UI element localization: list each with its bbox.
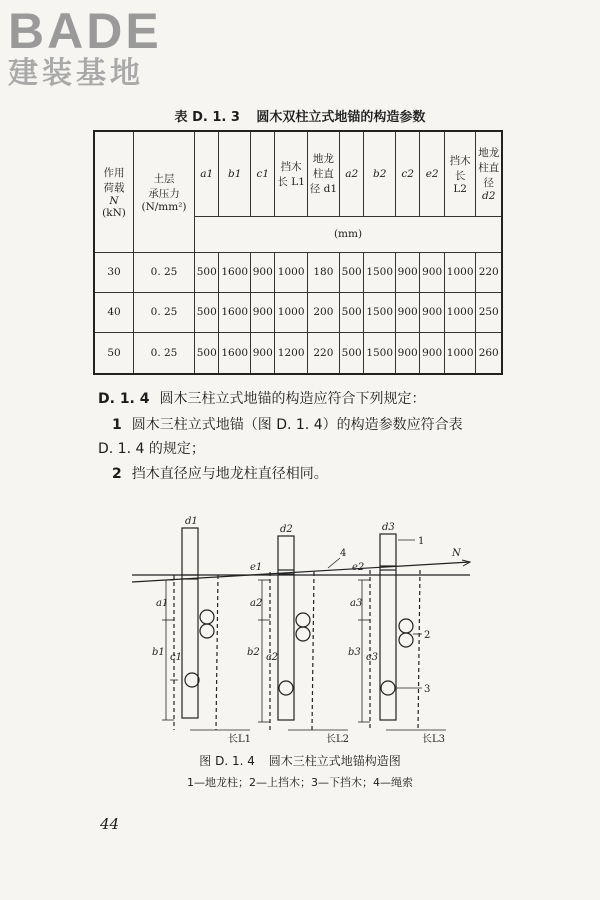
page-number: 44 xyxy=(100,815,120,833)
figure-legend: 1—地龙柱；2—上挡木；3—下挡木；4—绳索 xyxy=(187,776,413,789)
header-c2: c2 xyxy=(395,131,419,216)
label-b2: b2 xyxy=(247,647,260,658)
label-L1: 长L1 xyxy=(228,734,252,745)
section-item-2: 2 挡木直径应与地龙柱直径相同。 xyxy=(112,466,328,482)
header-a1: a1 xyxy=(195,131,219,216)
section-title: 圆木三柱立式地锚的构造应符合下列规定： xyxy=(159,391,426,407)
table-caption-title: 圆木双柱立式地锚的构造参数 xyxy=(256,110,426,125)
label-b1: b1 xyxy=(152,647,165,658)
label-a1: a1 xyxy=(156,598,169,609)
logo-mark: BADE xyxy=(8,3,162,59)
lower-block-3 xyxy=(381,681,395,695)
section-item-1-continued: D. 1. 4 的规定； xyxy=(98,441,205,457)
figure-caption-title: 圆木三柱立式地锚构造图 xyxy=(268,754,401,768)
header-a2: a2 xyxy=(339,131,363,216)
table-header-row xyxy=(94,131,502,216)
callout-3: 3 xyxy=(424,684,431,695)
header-load: 作用 荷载 N (kN) xyxy=(94,131,134,252)
logo-subtitle: 建装基地 xyxy=(8,56,144,91)
figure-caption-number: 图 D. 1. 4 xyxy=(199,754,255,768)
label-d3: d3 xyxy=(382,522,395,533)
table-caption xyxy=(0,106,600,125)
section-item-1: 1 圆木三柱立式地锚（图 D. 1. 4）的构造参数应符合表 xyxy=(112,417,463,433)
header-e2: e2 xyxy=(420,131,444,216)
brand-logo xyxy=(8,3,162,92)
header-d2: 地龙 柱直 径 d2 xyxy=(476,131,502,216)
header-soil-pressure: 土层 承压力 (N/mm²) xyxy=(134,131,195,252)
label-a2: a2 xyxy=(250,598,263,609)
label-L2: 长L2 xyxy=(326,734,350,745)
label-e2: e2 xyxy=(352,562,365,573)
upper-block-3 xyxy=(399,619,413,633)
callout-4: 4 xyxy=(340,548,347,559)
table-row: 50 0. 25 500 1600 900 1200 220 500 1500 900 900 1000 260 xyxy=(94,332,502,374)
table-row: 40 0. 25 500 1600 900 1000 200 500 1500 900 900 1000 250 xyxy=(94,292,502,332)
figure-caption xyxy=(0,752,600,769)
lower-block-1 xyxy=(185,673,199,687)
table-caption-number: 表 D. 1. 3 xyxy=(174,110,240,125)
header-b1: b1 xyxy=(219,131,251,216)
label-b3: b3 xyxy=(348,647,361,658)
upper-block-1 xyxy=(200,610,214,624)
unit-cell: (mm) xyxy=(195,216,503,252)
header-L2: 挡木 长 L2 xyxy=(444,131,476,216)
parameter-table xyxy=(93,130,503,375)
header-c1: c1 xyxy=(251,131,275,216)
upper-block-2 xyxy=(296,613,310,627)
label-N: N xyxy=(452,548,461,559)
callout-1: 1 xyxy=(418,536,425,547)
label-a3: a3 xyxy=(350,598,363,609)
label-d1: d1 xyxy=(185,516,198,527)
label-c1: c1 xyxy=(170,652,182,663)
header-L1: 挡木 长 L1 xyxy=(275,131,307,216)
section-number: D. 1. 4 xyxy=(98,391,150,407)
label-c3: c3 xyxy=(366,652,378,663)
label-d2: d2 xyxy=(280,524,293,535)
header-b2: b2 xyxy=(364,131,396,216)
anchor-diagram xyxy=(130,510,480,745)
post-1 xyxy=(182,528,198,718)
header-d1: 地龙 柱直 径 d1 xyxy=(307,131,339,216)
table-row: 30 0. 25 500 1600 900 1000 180 500 1500 900 900 1000 220 xyxy=(94,252,502,292)
label-L3: 长L3 xyxy=(422,734,446,745)
callout-2: 2 xyxy=(424,630,431,641)
section-heading xyxy=(98,387,518,411)
label-c2: c2 xyxy=(266,652,278,663)
label-e1: e1 xyxy=(250,562,263,573)
lower-block-2 xyxy=(279,681,293,695)
